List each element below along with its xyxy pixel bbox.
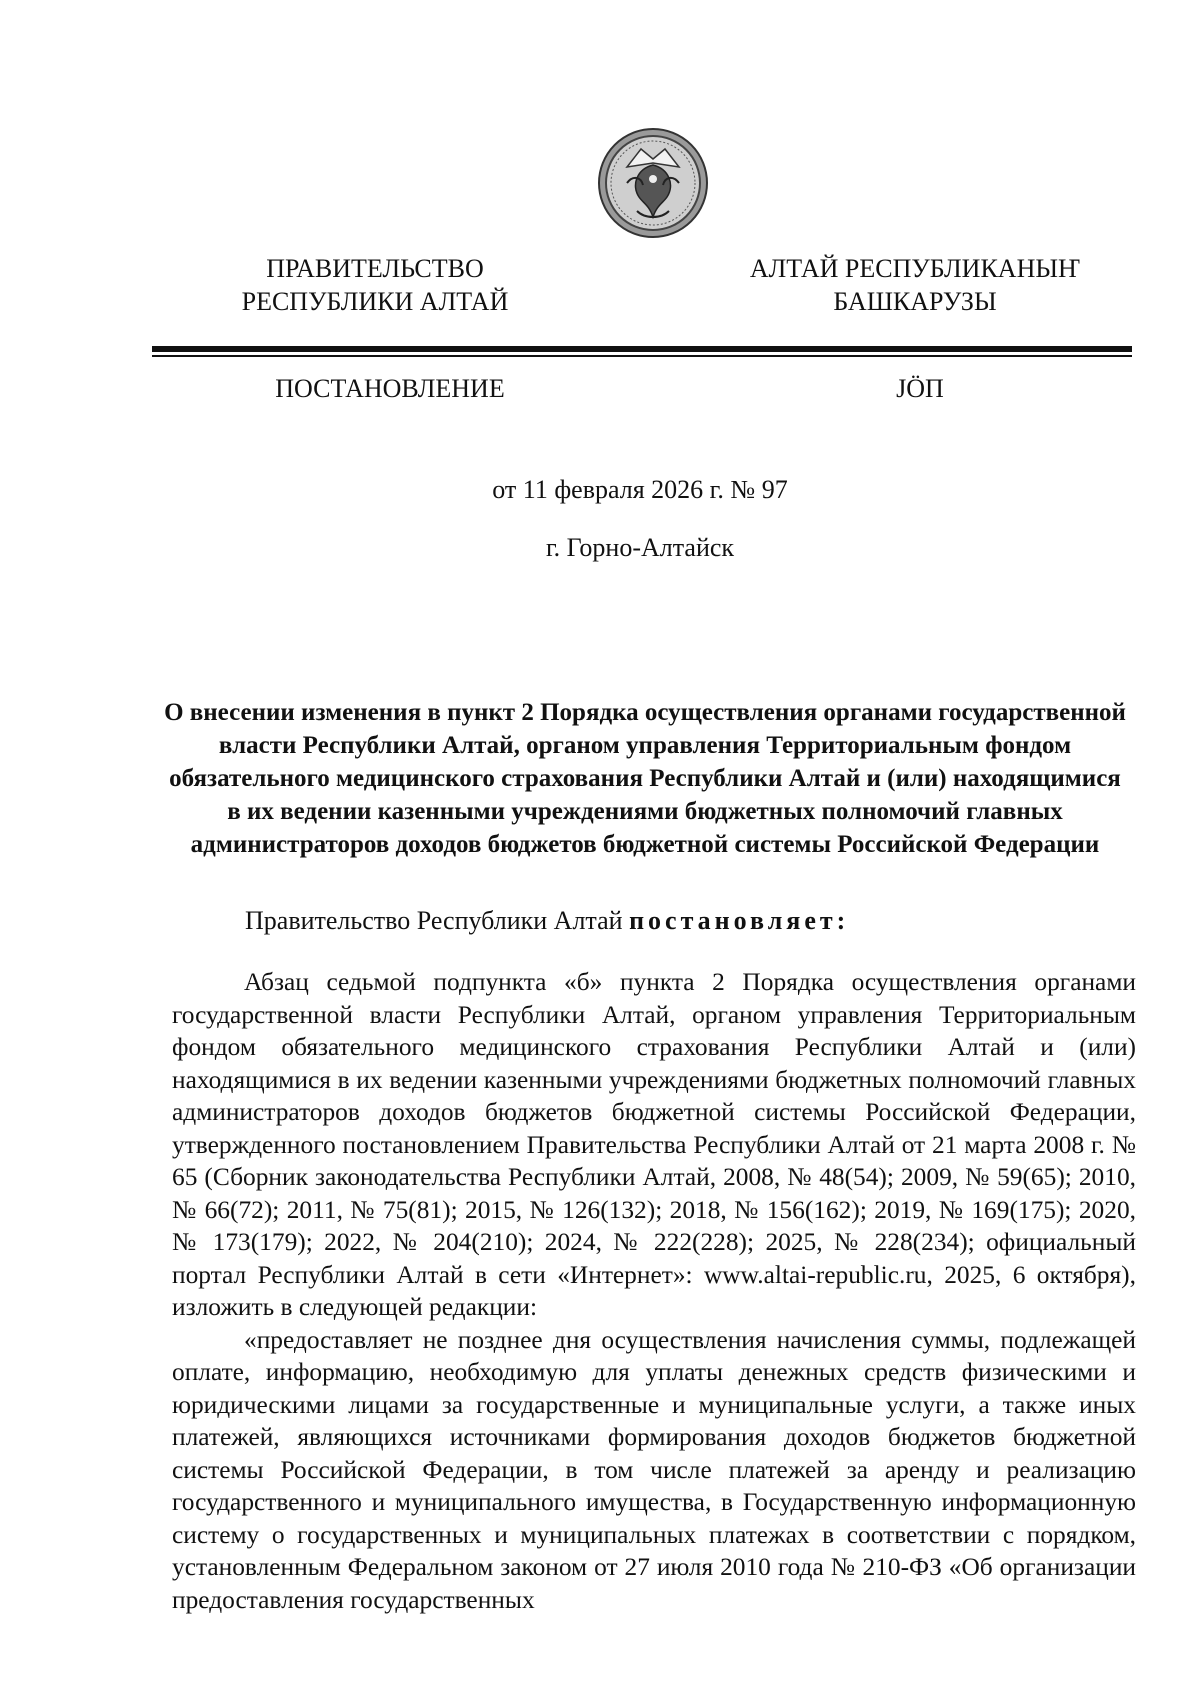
decree-intro: Правительство Республики Алтай [245, 906, 630, 935]
header-right-line1: АЛТАЙ РЕСПУБЛИКАНЫҤ [749, 254, 1081, 283]
coat-of-arms-emblem [597, 127, 709, 239]
body-paragraph: Абзац седьмой подпункта «б» пункта 2 Порядка осуществления органами государственной власти Республики Алтай, органом управления Территориальным фондом обязательного медицинского страхования Республики Алтай и (или) находящимися в их ведении казенными учреждениями бюджетных полномочий главных администраторов доходов бюджетов бюджетной системы Российской Федерации, утвержденного постановлением Правительства Республики Алтай от 21 марта 2008 г. № 65 (Сборник законодательства Республики Алтай, 2008, № 48(54); 2009, № 59(65); 2010, № 66(72); 2011, № 75(81); 2015, № 126(132); 2018, № 156(162); 2019, № 169(175); 2020, № 173(179); 2022, № 204(210); 2024, № 222(228); 2025, № 228(234); официальный портал Республики Алтай в сети «Интернет»: www.altai-republic.ru, 2025, 6 октября), изложить в следующей редакции: [172, 968, 1136, 1321]
header-left-line1: ПРАВИТЕЛЬСТВО [266, 254, 484, 283]
header-left-line2: РЕСПУБЛИКИ АЛТАЙ [241, 287, 509, 316]
document-date-number: от 11 февраля 2026 г. № 97 [492, 475, 788, 504]
header-divider-thin [152, 355, 1132, 357]
document-city: г. Горно-Алтайск [545, 533, 735, 562]
header-right-line2: БАШКАРУЗЫ [833, 287, 997, 316]
decree-verb: постановляет: [629, 906, 850, 935]
document-type-right: JӦП [896, 374, 944, 403]
header-divider-thick [152, 346, 1132, 352]
decree-statement [245, 905, 849, 937]
document-body [172, 966, 1136, 1616]
header-left-government-name [220, 252, 530, 318]
header-right-government-name [745, 252, 1085, 318]
document-title: О внесении изменения в пункт 2 Порядка осуществления органами государственной власти Республики Алтай, органом управления Территориальным фондом обязательного медицинского страхования Республики Алтай и (или) находящимися в их ведении казенными учреждениями бюджетных полномочий главных администраторов доходов бюджетов бюджетной системы Российской Федерации [164, 699, 1126, 858]
document-type-left: ПОСТАНОВЛЕНИЕ [275, 374, 505, 403]
body-paragraph: «предоставляет не позднее дня осуществления начисления суммы, подлежащей оплате, информацию, необходимую для уплаты денежных средств физическими и юридическими лицами за государственные и муниципальные услуги, а также иных платежей, являющихся источниками формирования доходов бюджетов бюджетной системы Российской Федерации, в том числе платежей за аренду и реализацию государственного и муниципального имущества, в Государственную информационную систему о государственных и муниципальных платежах в соответствии с порядком, установленным Федеральном законом от 27 июля 2010 года № 210-ФЗ «Об организации предоставления государственных [172, 1325, 1136, 1614]
